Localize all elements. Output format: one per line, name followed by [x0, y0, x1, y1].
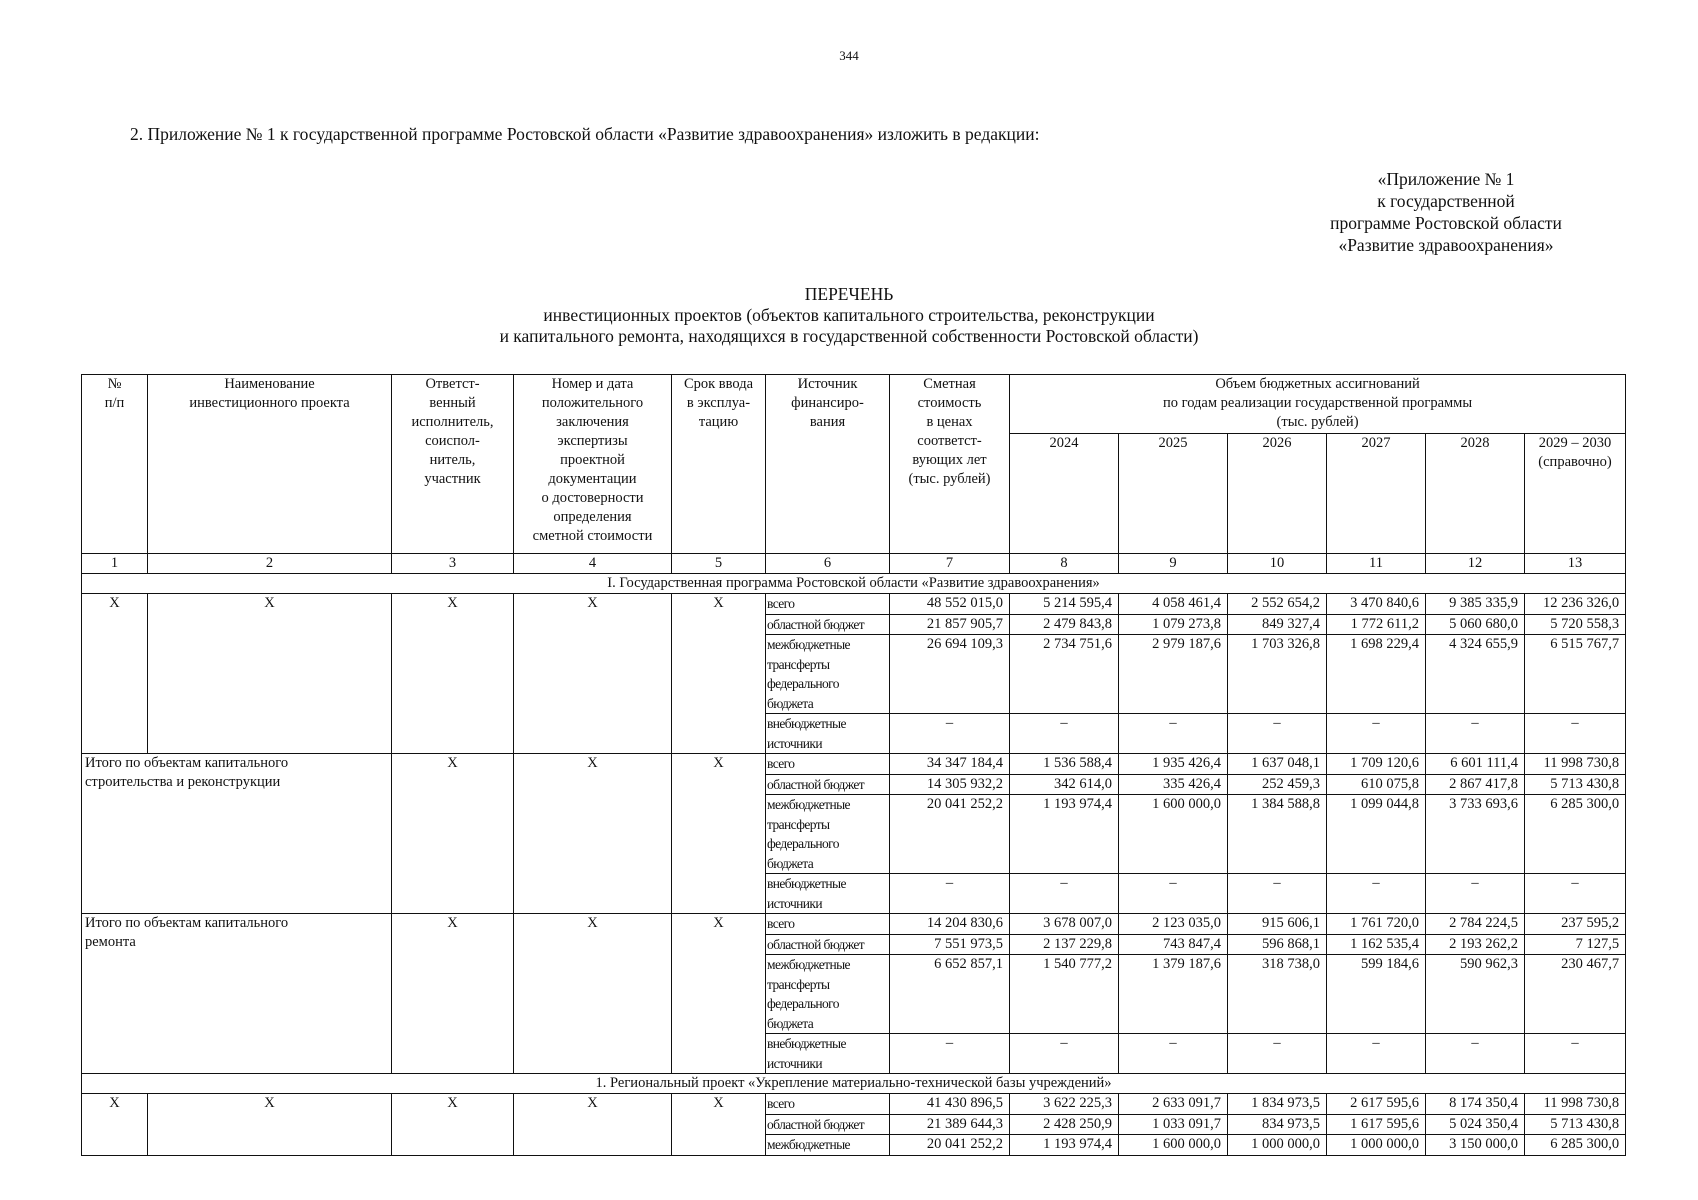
header-line: стоимость	[917, 395, 982, 411]
header-year: 2028	[1426, 434, 1525, 554]
dash-cell: –	[1327, 714, 1426, 754]
value-2024: 2 137 229,8	[1010, 934, 1119, 955]
header-project-name	[148, 375, 392, 554]
dash-cell: –	[1228, 714, 1327, 754]
value-2024: 3 622 225,3	[1010, 1094, 1119, 1115]
table-row	[82, 914, 1626, 935]
header-line: нитель,	[429, 452, 476, 468]
dash-cell: –	[1327, 874, 1426, 914]
source-line: источники	[767, 735, 822, 751]
cell-x: Х	[514, 1094, 672, 1156]
dash-cell: –	[1010, 874, 1119, 914]
cell-x: Х	[82, 1094, 148, 1156]
value-2028: 5 024 350,4	[1426, 1114, 1525, 1135]
value-2026: 596 868,1	[1228, 934, 1327, 955]
value-2026: 1 637 048,1	[1228, 754, 1327, 775]
dash-cell: –	[1525, 1034, 1626, 1074]
group-label-line: ремонта	[85, 934, 136, 950]
section-program-title: I. Государственная программа Ростовской области «Развитие здравоохранения»	[82, 574, 1626, 594]
value-2024: 2 734 751,6	[1010, 635, 1119, 714]
value-2028: 2 784 224,5	[1426, 914, 1525, 935]
header-line: экспертизы	[557, 433, 628, 449]
value-2027: 1 709 120,6	[1327, 754, 1426, 775]
source-line: межбюджетные	[767, 957, 850, 972]
value-2026: 849 327,4	[1228, 614, 1327, 635]
value-2028: 5 060 680,0	[1426, 614, 1525, 635]
value-2029-2030: 5 713 430,8	[1525, 774, 1626, 795]
source-total: всего	[766, 594, 890, 615]
value-2027: 3 470 840,6	[1327, 594, 1426, 615]
header-line: вания	[809, 414, 846, 430]
heading-line: инвестиционных проектов (объектов капитального строительства, реконструкции	[543, 305, 1155, 325]
value-2028: 3 733 693,6	[1426, 795, 1525, 874]
source-line: бюджета	[767, 695, 814, 711]
header-expertise	[514, 375, 672, 554]
value-2028: 590 962,3	[1426, 955, 1525, 1034]
cell-x: Х	[148, 594, 392, 754]
value-2028: 8 174 350,4	[1426, 1094, 1525, 1115]
value-2024: 1 536 588,4	[1010, 754, 1119, 775]
value-2027: 1 698 229,4	[1327, 635, 1426, 714]
header-line: Срок ввода	[683, 376, 754, 392]
header-line: (тыс. рублей)	[1276, 414, 1359, 430]
source-regional-budget: областной бюджет	[766, 614, 890, 635]
header-line: о достоверности	[541, 490, 644, 506]
source-line: источники	[767, 1055, 822, 1071]
column-number: 10	[1228, 554, 1327, 574]
dash-cell: –	[1119, 1034, 1228, 1074]
value-2025: 2 633 091,7	[1119, 1094, 1228, 1115]
appendix-line: «Приложение № 1	[1377, 169, 1515, 189]
cell-x: Х	[514, 914, 672, 1074]
source-federal-transfers	[766, 955, 890, 1034]
source-line: федерального	[767, 836, 839, 851]
column-number: 9	[1119, 554, 1228, 574]
intro-text: 2. Приложение № 1 к государственной программе Ростовской области «Развитие здравоохранения» изложить в редакции:	[130, 124, 1040, 144]
header-line: Сметная	[923, 376, 976, 392]
value-2029-2030: 12 236 326,0	[1525, 594, 1626, 615]
column-number: 1	[82, 554, 148, 574]
header-line: (тыс. рублей)	[908, 471, 991, 487]
cell-x: Х	[392, 594, 514, 754]
source-line: источники	[767, 895, 822, 911]
group-label-line: Итого по объектам капитального	[85, 915, 289, 931]
source-line: межбюджетные	[767, 637, 850, 652]
value-2024: 342 614,0	[1010, 774, 1119, 795]
source-federal-transfers: межбюджетные	[766, 1135, 890, 1156]
value-2027: 1 000 000,0	[1327, 1135, 1426, 1156]
value-2026: 1 703 326,8	[1228, 635, 1327, 714]
source-regional-budget: областной бюджет	[766, 1114, 890, 1135]
header-line: исполнитель,	[411, 414, 494, 430]
header-line: Номер и дата	[551, 376, 634, 392]
appendix-line: к государственной	[1377, 191, 1515, 211]
appendix-line: программе Ростовской области	[1330, 213, 1562, 233]
group-label-line: строительства и реконструкции	[85, 774, 281, 790]
header-funding-source	[766, 375, 890, 554]
dash-cell: –	[890, 714, 1010, 754]
table-row	[82, 594, 1626, 615]
value-2029-2030: 230 467,7	[1525, 955, 1626, 1034]
header-number	[82, 375, 148, 554]
source-off-budget	[766, 874, 890, 914]
header-year	[1525, 434, 1626, 554]
investment-projects-table	[81, 374, 1626, 1156]
header-line: Источник	[797, 376, 858, 392]
source-line: федерального	[767, 996, 839, 1011]
value-2029-2030: 6 285 300,0	[1525, 1135, 1626, 1156]
header-year: 2025	[1119, 434, 1228, 554]
source-line: трансферты	[767, 656, 830, 672]
estimated-cost: 20 041 252,2	[890, 1135, 1010, 1156]
header-line: Ответст-	[425, 376, 480, 392]
page-number: 344	[839, 48, 859, 63]
header-year: 2026	[1228, 434, 1327, 554]
source-off-budget	[766, 714, 890, 754]
estimated-cost: 21 389 644,3	[890, 1114, 1010, 1135]
dash-cell: –	[1119, 714, 1228, 754]
header-line: участник	[424, 471, 481, 487]
header-line: инвестиционного проекта	[189, 395, 350, 411]
value-2028: 6 601 111,4	[1426, 754, 1525, 775]
cell-x: Х	[392, 914, 514, 1074]
cell-x: Х	[672, 914, 766, 1074]
value-2025: 1 379 187,6	[1119, 955, 1228, 1034]
header-line: 2029 – 2030	[1538, 435, 1612, 451]
column-number: 3	[392, 554, 514, 574]
header-line: проектной	[560, 452, 625, 468]
value-2024: 2 479 843,8	[1010, 614, 1119, 635]
estimated-cost: 6 652 857,1	[890, 955, 1010, 1034]
group-label-line: Итого по объектам капитального	[85, 755, 289, 771]
cell-x: Х	[514, 754, 672, 914]
column-number: 12	[1426, 554, 1525, 574]
value-2024: 1 193 974,4	[1010, 1135, 1119, 1156]
header-line: №	[107, 376, 122, 392]
dash-cell: –	[1327, 1034, 1426, 1074]
column-number: 4	[514, 554, 672, 574]
header-year: 2027	[1327, 434, 1426, 554]
value-2024: 3 678 007,0	[1010, 914, 1119, 935]
header-estimated-cost	[890, 375, 1010, 554]
estimated-cost: 34 347 184,4	[890, 754, 1010, 775]
value-2027: 599 184,6	[1327, 955, 1426, 1034]
source-line: федерального	[767, 676, 839, 691]
source-line: внебюджетные	[767, 716, 846, 731]
source-federal-transfers	[766, 795, 890, 874]
value-2025: 1 079 273,8	[1119, 614, 1228, 635]
value-2028: 2 867 417,8	[1426, 774, 1525, 795]
value-2024: 1 540 777,2	[1010, 955, 1119, 1034]
column-number: 5	[672, 554, 766, 574]
column-number-row	[82, 554, 1626, 574]
estimated-cost: 41 430 896,5	[890, 1094, 1010, 1115]
value-2027: 1 162 535,4	[1327, 934, 1426, 955]
value-2025: 743 847,4	[1119, 934, 1228, 955]
source-regional-budget: областной бюджет	[766, 774, 890, 795]
value-2025: 1 033 091,7	[1119, 1114, 1228, 1135]
value-2028: 4 324 655,9	[1426, 635, 1525, 714]
heading-line: и капитального ремонта, находящихся в государственной собственности Ростовской области)	[499, 326, 1199, 346]
value-2026: 2 552 654,2	[1228, 594, 1327, 615]
heading-title: ПЕРЕЧЕНЬ	[804, 284, 894, 304]
cell-x: Х	[392, 1094, 514, 1156]
estimated-cost: 26 694 109,3	[890, 635, 1010, 714]
header-line: документации	[548, 471, 637, 487]
value-2029-2030: 5 720 558,3	[1525, 614, 1626, 635]
header-line: по годам реализации государственной программы	[1162, 395, 1473, 411]
value-2029-2030: 6 285 300,0	[1525, 795, 1626, 874]
header-line: венный	[429, 395, 476, 411]
table-row	[82, 754, 1626, 775]
source-line: внебюджетные	[767, 1036, 846, 1051]
header-line: Наименование	[224, 376, 315, 392]
source-line: внебюджетные	[767, 876, 846, 891]
value-2027: 1 761 720,0	[1327, 914, 1426, 935]
group-repair-label	[82, 914, 392, 1074]
source-line: бюджета	[767, 1015, 814, 1031]
value-2027: 1 099 044,8	[1327, 795, 1426, 874]
table-row	[82, 1094, 1626, 1115]
value-2027: 1 772 611,2	[1327, 614, 1426, 635]
estimated-cost: 21 857 905,7	[890, 614, 1010, 635]
header-line: (справочно)	[1538, 454, 1612, 470]
document-heading	[0, 284, 1698, 347]
dash-cell: –	[1228, 1034, 1327, 1074]
section-project-title: 1. Региональный проект «Укрепление материально-технической базы учреждений»	[82, 1074, 1626, 1094]
source-line: бюджета	[767, 855, 814, 871]
value-2025: 2 123 035,0	[1119, 914, 1228, 935]
header-line: п/п	[104, 395, 125, 411]
value-2028: 9 385 335,9	[1426, 594, 1525, 615]
section-row	[82, 1074, 1626, 1094]
estimated-cost: 14 204 830,6	[890, 914, 1010, 935]
value-2024: 1 193 974,4	[1010, 795, 1119, 874]
section-row	[82, 574, 1626, 594]
dash-cell: –	[1426, 714, 1525, 754]
column-number: 13	[1525, 554, 1626, 574]
cell-x: Х	[148, 1094, 392, 1156]
dash-cell: –	[890, 1034, 1010, 1074]
value-2024: 5 214 595,4	[1010, 594, 1119, 615]
value-2029-2030: 7 127,5	[1525, 934, 1626, 955]
value-2026: 1 000 000,0	[1228, 1135, 1327, 1156]
dash-cell: –	[1010, 714, 1119, 754]
value-2029-2030: 237 595,2	[1525, 914, 1626, 935]
value-2027: 610 075,8	[1327, 774, 1426, 795]
source-total: всего	[766, 914, 890, 935]
value-2025: 4 058 461,4	[1119, 594, 1228, 615]
value-2025: 1 935 426,4	[1119, 754, 1228, 775]
source-total: всего	[766, 1094, 890, 1115]
value-2027: 1 617 595,6	[1327, 1114, 1426, 1135]
source-total: всего	[766, 754, 890, 775]
header-line: соиспол-	[425, 433, 480, 449]
header-budget-allocations	[1010, 375, 1626, 434]
value-2026: 252 459,3	[1228, 774, 1327, 795]
header-line: положительного	[541, 395, 644, 411]
column-number: 11	[1327, 554, 1426, 574]
value-2028: 2 193 262,2	[1426, 934, 1525, 955]
cell-x: Х	[392, 754, 514, 914]
header-line: тацию	[698, 414, 739, 430]
estimated-cost: 20 041 252,2	[890, 795, 1010, 874]
dash-cell: –	[1426, 874, 1525, 914]
value-2026: 915 606,1	[1228, 914, 1327, 935]
value-2027: 2 617 595,6	[1327, 1094, 1426, 1115]
header-line: определения	[553, 509, 632, 525]
header-line: финансиро-	[791, 395, 864, 411]
source-line: трансферты	[767, 976, 830, 992]
dash-cell: –	[1119, 874, 1228, 914]
cell-x: Х	[672, 754, 766, 914]
value-2026: 1 834 973,5	[1228, 1094, 1327, 1115]
header-line: заключения	[556, 414, 629, 430]
estimated-cost: 14 305 932,2	[890, 774, 1010, 795]
dash-cell: –	[890, 874, 1010, 914]
value-2029-2030: 5 713 430,8	[1525, 1114, 1626, 1135]
dash-cell: –	[1525, 714, 1626, 754]
column-number: 8	[1010, 554, 1119, 574]
dash-cell: –	[1010, 1034, 1119, 1074]
cell-x: Х	[672, 1094, 766, 1156]
column-number: 6	[766, 554, 890, 574]
value-2029-2030: 11 998 730,8	[1525, 1094, 1626, 1115]
source-line: межбюджетные	[767, 797, 850, 812]
cell-x: Х	[672, 594, 766, 754]
source-line: трансферты	[767, 816, 830, 832]
cell-x: Х	[82, 594, 148, 754]
value-2029-2030: 11 998 730,8	[1525, 754, 1626, 775]
value-2026: 834 973,5	[1228, 1114, 1327, 1135]
header-line: в ценах	[926, 414, 973, 430]
column-number: 2	[148, 554, 392, 574]
value-2025: 1 600 000,0	[1119, 795, 1228, 874]
value-2028: 3 150 000,0	[1426, 1135, 1525, 1156]
header-year: 2024	[1010, 434, 1119, 554]
value-2025: 335 426,4	[1119, 774, 1228, 795]
cell-x: Х	[514, 594, 672, 754]
value-2026: 1 384 588,8	[1228, 795, 1327, 874]
column-number: 7	[890, 554, 1010, 574]
value-2026: 318 738,0	[1228, 955, 1327, 1034]
dash-cell: –	[1426, 1034, 1525, 1074]
header-line: в эксплуа-	[686, 395, 751, 411]
dash-cell: –	[1228, 874, 1327, 914]
estimated-cost: 48 552 015,0	[890, 594, 1010, 615]
estimated-cost: 7 551 973,5	[890, 934, 1010, 955]
header-executor	[392, 375, 514, 554]
value-2024: 2 428 250,9	[1010, 1114, 1119, 1135]
value-2025: 1 600 000,0	[1119, 1135, 1228, 1156]
appendix-note	[1296, 168, 1596, 256]
source-off-budget	[766, 1034, 890, 1074]
header-line: соответст-	[917, 433, 982, 449]
header-line: вующих лет	[912, 452, 987, 468]
source-federal-transfers	[766, 635, 890, 714]
dash-cell: –	[1525, 874, 1626, 914]
source-regional-budget: областной бюджет	[766, 934, 890, 955]
header-line: сметной стоимости	[532, 528, 653, 544]
group-construction-label	[82, 754, 392, 914]
header-row	[82, 375, 1626, 434]
value-2025: 2 979 187,6	[1119, 635, 1228, 714]
header-commissioning	[672, 375, 766, 554]
value-2029-2030: 6 515 767,7	[1525, 635, 1626, 714]
header-line: Объем бюджетных ассигнований	[1215, 376, 1420, 392]
appendix-line: «Развитие здравоохранения»	[1338, 235, 1554, 255]
